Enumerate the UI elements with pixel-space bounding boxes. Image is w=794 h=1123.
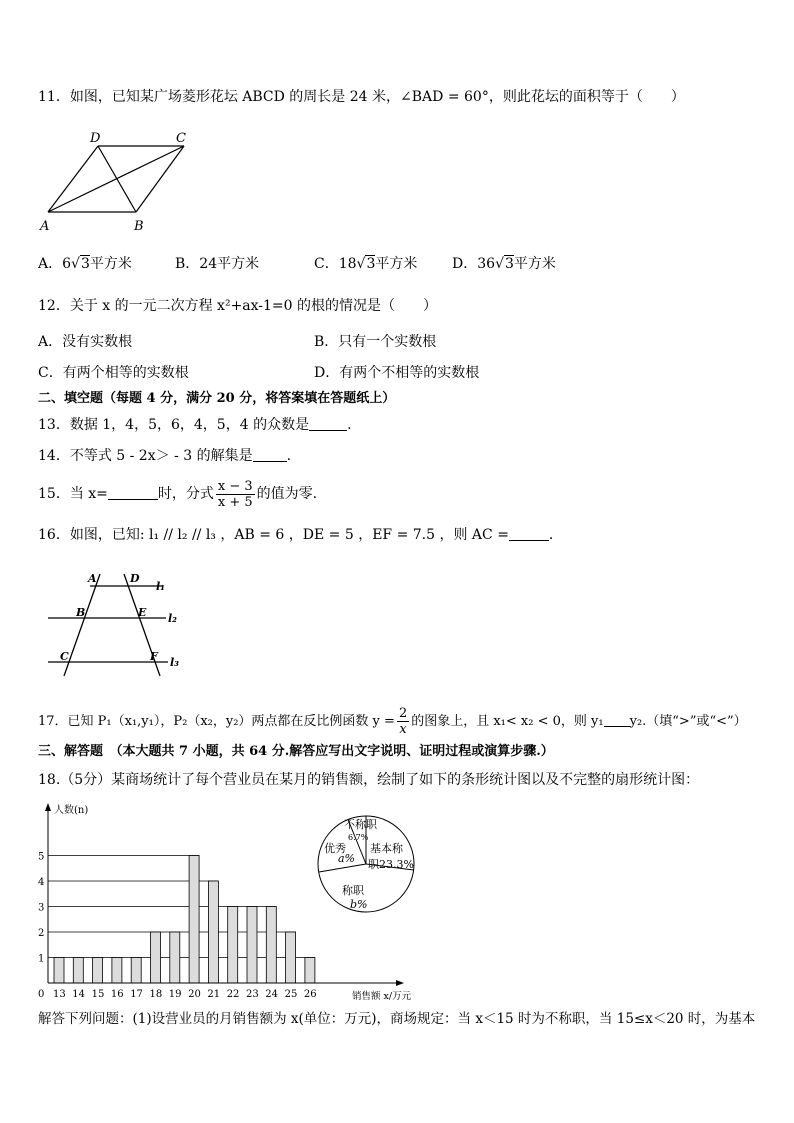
q11-option-d: D．36√3平方米 [452, 256, 556, 272]
q11-option-c: C．18√3平方米 [314, 256, 418, 272]
label-d: D [90, 131, 101, 146]
y-tick-label: 1 [38, 953, 45, 965]
q11-option-b: B．24平方米 [175, 256, 260, 272]
label-F: F [150, 650, 158, 663]
pie-label-unqualified: 不称职 [344, 818, 377, 831]
pie-label-excellent: 优秀 [324, 842, 346, 855]
bar-23 [247, 907, 257, 984]
section-3-heading: 三、解答题 （本大题共 7 小题，共 64 分.解答应写出文字说明、证明过程或演算步骤.） [38, 744, 554, 759]
origin-label: 0 [38, 989, 45, 1000]
y-tick-label: 5 [38, 851, 45, 863]
x-axis-label: 销售额 x/万元 [352, 991, 412, 1000]
x-axis-arrow [396, 980, 404, 986]
q12-option-b: B．只有一个实数根 [314, 334, 437, 350]
x-tick-label: 20 [188, 989, 201, 1000]
label-E: E [138, 606, 147, 619]
bar-21 [208, 881, 218, 983]
q15: 15．当 x= 时，分式 $\frac{x - 3}{x + 5}$ 的值为零. [38, 478, 318, 510]
q15-fraction: $\frac{x - 3}{x + 5}$ [217, 478, 253, 510]
q12-option-d: D．有两个不相等的实数根 [314, 365, 480, 381]
bar-19 [170, 932, 180, 983]
q18-stem: 18.（5分）某商场统计了每个营业员在某月的销售额，绘制了如下的条形统计图以及不完整的扇形统计图： [38, 772, 700, 788]
bar-13 [54, 958, 64, 984]
pie-value-unqualified: 6.7% [348, 833, 369, 842]
x-tick-label: 15 [91, 989, 105, 1000]
q17-fraction: $\frac{2}{x}$ [398, 706, 408, 737]
q12-stem: 12．关于 x 的一元二次方程 x²+ax-1=0 的根的情况是（ ） [38, 298, 438, 314]
pie-value-basic: 职23.3% [368, 858, 414, 871]
bar-22 [228, 907, 238, 984]
q17: 17．已知 P₁（x₁,y₁），P₂（x₂，y₂）两点都在反比例函数 y = $\frac{2}{x}$ 的图象上，且 x₁< x₂ < 0，则 y₁ y₂.（填“>”或“<”） [38, 706, 747, 737]
pie-label-basic: 基本称 [370, 842, 403, 855]
x-tick-label: 19 [168, 989, 182, 1000]
label-A: A [88, 572, 97, 585]
label-c: C [176, 131, 186, 146]
x-tick-label: 24 [265, 989, 279, 1000]
q12-option-c: C．有两个相等的实数根 [38, 365, 189, 381]
rhombus-figure [36, 128, 196, 238]
q18-bottom-text: 解答下列问题：(1)设营业员的月销售额为 x(单位：万元)，商场规定：当 x＜15 时为不称职，当 15≤x＜20 时，为基本 [38, 1011, 756, 1027]
q14: 14．不等式 5 - 2x＞ - 3 的解集是 . [38, 448, 292, 464]
x-tick-label: 23 [246, 989, 259, 1000]
bar-24 [266, 907, 276, 984]
x-tick-label: 18 [149, 989, 163, 1000]
y-axis-arrow [45, 803, 51, 811]
bar-18 [151, 932, 161, 983]
x-tick-label: 26 [303, 989, 317, 1000]
x-tick-label: 21 [207, 989, 221, 1000]
q16: 16．如图，已知: l₁ // l₂ // l₃ ，AB = 6 ，DE = 5 ，EF = 7.5 ，则 AC = . [38, 527, 554, 543]
bar-17 [131, 958, 141, 984]
diagonal-db [98, 146, 136, 212]
label-a: A [40, 219, 50, 234]
label-l1: l₁ [156, 580, 165, 593]
label-l2: l₂ [168, 612, 177, 625]
x-tick-label: 17 [130, 989, 143, 1000]
label-l3: l₃ [170, 656, 179, 669]
y-tick-label: 4 [38, 877, 45, 888]
y-tick-label: 3 [38, 902, 45, 914]
q12-option-a: A．没有实数根 [38, 334, 133, 350]
rhombus-side-ad [48, 146, 98, 212]
label-B: B [76, 606, 86, 619]
pie-value-qualified: b% [350, 898, 368, 911]
x-tick-label: 22 [226, 989, 240, 1000]
label-D: D [130, 572, 140, 585]
bar-14 [73, 958, 83, 984]
x-tick-label: 25 [284, 989, 298, 1000]
diagonal-ac [48, 146, 184, 212]
label-b: B [134, 219, 144, 234]
q11-stem: 11．如图，已知某广场菱形花坛 ABCD 的周长是 24 米，∠BAD = 60°，则此花坛的面积等于（ ） [38, 89, 685, 105]
q13: 13．数据 1，4，5，6，4，5，4 的众数是 . [38, 417, 352, 433]
bar-25 [286, 932, 296, 983]
bar-16 [112, 958, 122, 984]
transversal-ac [64, 574, 100, 676]
parallel-lines-figure [44, 568, 194, 678]
q11-option-a: A．6√3平方米 [38, 256, 132, 272]
bar-26 [305, 958, 315, 984]
y-axis-label: 人数(n) [54, 805, 89, 816]
section-2-heading: 二、填空题（每题 4 分，满分 20 分，将答案填在答题纸上） [38, 391, 396, 406]
rhombus-side-cb [136, 146, 184, 212]
bar-15 [93, 958, 103, 984]
bar-20 [189, 856, 199, 984]
y-tick-label: 2 [38, 928, 45, 939]
pie-label-qualified: 称职 [342, 884, 364, 897]
x-tick-label: 14 [72, 989, 86, 1000]
label-C: C [60, 650, 69, 663]
x-tick-label: 16 [110, 989, 124, 1000]
x-tick-label: 13 [53, 989, 66, 1000]
pie-chart [308, 808, 428, 918]
pie-value-excellent: a% [338, 852, 356, 865]
